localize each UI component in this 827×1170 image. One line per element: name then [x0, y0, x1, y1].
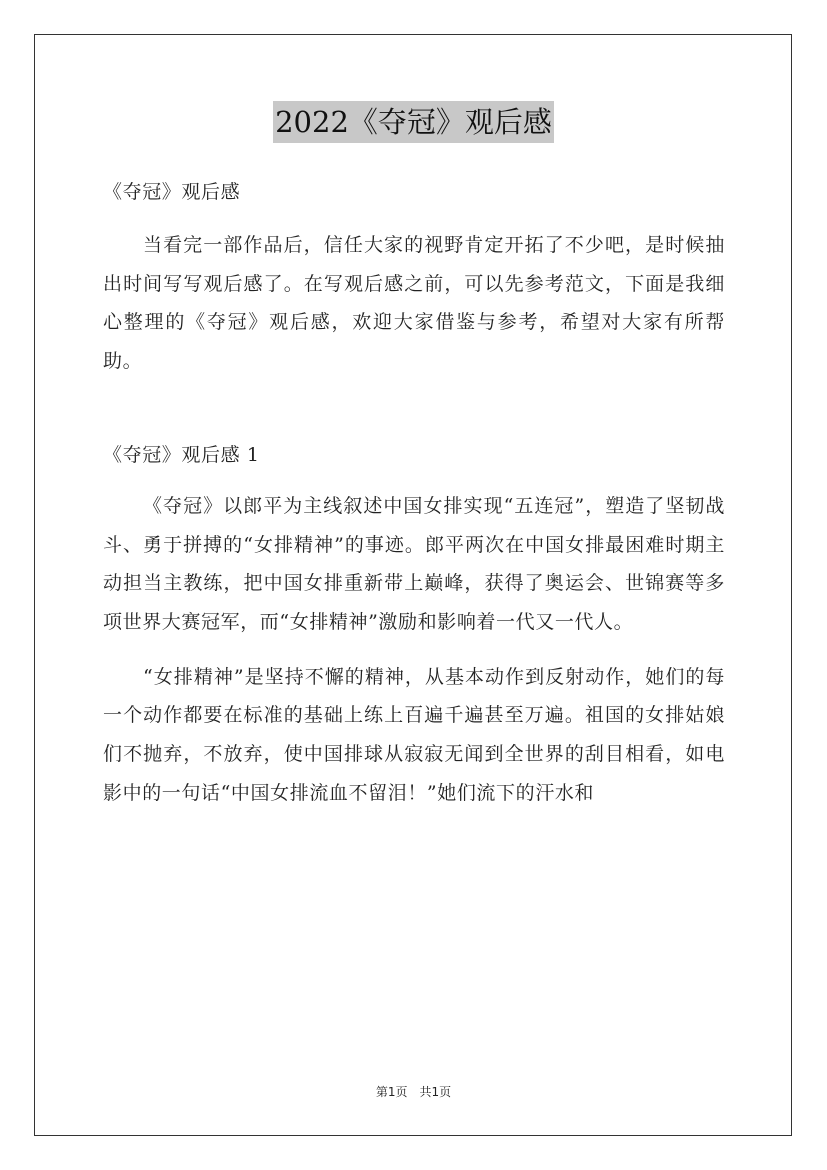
- page-count: 共1页: [419, 1085, 452, 1099]
- page-number: 第1页: [375, 1085, 408, 1099]
- intro-paragraph: 当看完一部作品后，信任大家的视野肯定开拓了不少吧，是时候抽出时间写写观后感了。在写观后感之前，可以先参考范文，下面是我细心整理的《夺冠》观后感，欢迎大家借鉴与参考，希望对大家有所帮助。: [103, 234, 725, 373]
- document-body: [103, 176, 725, 812]
- body-paragraph-2: “女排精神”是坚持不懈的精神，从基本动作到反射动作，她们的每一个动作都要在标准的基础上练上百遍千遍甚至万遍。祖国的女排姑娘们不抛弃，不放弃，使中国排球从寂寂无闻到全世界的刮目相看，如电影中的一句话“中国女排流血不留泪！”她们流下的汗水和: [103, 665, 725, 804]
- section-heading-1: 《夺冠》观后感: [103, 181, 241, 203]
- body-paragraph-1: 《夺冠》以郎平为主线叙述中国女排实现“五连冠”，塑造了坚韧战斗、勇于拼搏的“女排精神”的事迹。郎平两次在中国女排最困难时期主动担当主教练，把中国女排重新带上巅峰，获得了奥运会、世锦赛等多项世界大赛冠军，而“女排精神”激励和影响着一代又一代人。: [103, 494, 725, 633]
- page-footer: [0, 1083, 827, 1100]
- document-title: 2022《夺冠》观后感: [273, 101, 554, 143]
- section-heading-2: 《夺冠》观后感 1: [103, 443, 260, 466]
- title-container: [0, 101, 827, 143]
